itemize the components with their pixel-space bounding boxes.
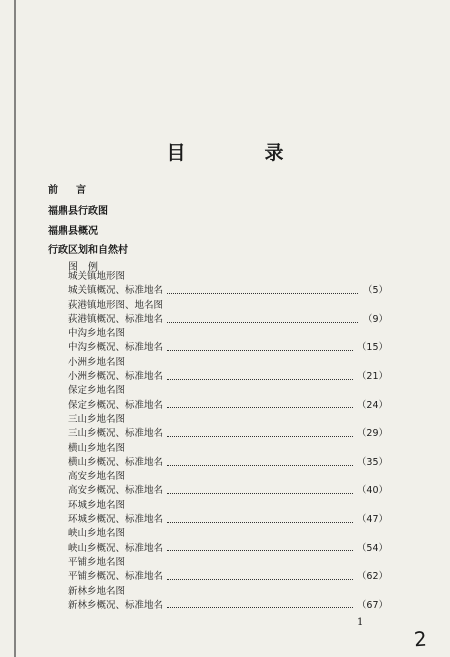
toc-entry-label: 保定乡地名图 xyxy=(68,385,126,397)
handwritten-mark: 2 xyxy=(413,626,428,652)
toc-leader-dots xyxy=(167,322,358,323)
toc-entry-label: 新林乡概况、标准地名 xyxy=(68,599,164,611)
toc-entry xyxy=(68,341,388,355)
toc-entry xyxy=(68,599,388,613)
section-preface: 前言 xyxy=(48,185,104,196)
toc-entry xyxy=(68,542,388,556)
toc-entry xyxy=(68,513,388,527)
section-divisions: 行政区划和自然村 xyxy=(48,245,128,256)
toc-entry-label: 横山乡地名图 xyxy=(68,442,126,454)
toc-entry xyxy=(68,442,388,456)
toc-entry-page: （15） xyxy=(356,342,388,354)
toc-entry-label: 高安乡概况、标准地名 xyxy=(68,485,164,497)
toc-entry-page: （29） xyxy=(356,428,388,440)
toc-leader-dots xyxy=(167,550,353,551)
toc-leader-dots xyxy=(167,579,353,580)
toc-leader-dots xyxy=(167,465,353,466)
toc-entry-label: 小洲乡概况、标准地名 xyxy=(68,371,164,383)
toc-entry xyxy=(68,370,388,384)
toc-entry-label: 三山乡概况、标准地名 xyxy=(68,428,164,440)
toc-leader-dots xyxy=(167,350,353,351)
toc-entry-label: 新林乡地名图 xyxy=(68,585,126,597)
toc-entry-label: 平铺乡地名图 xyxy=(68,556,126,568)
toc-entry xyxy=(68,470,388,484)
toc-entry xyxy=(68,313,388,327)
toc-entry xyxy=(68,356,388,370)
toc-entry-label: 环城乡概况、标准地名 xyxy=(68,514,164,526)
toc-entry-page: （47） xyxy=(356,514,388,526)
toc-title: 目 录 xyxy=(166,142,314,164)
toc-entry xyxy=(68,585,388,599)
toc-entry-label: 平铺乡概况、标准地名 xyxy=(68,571,164,583)
toc-entry-label: 横山乡概况、标准地名 xyxy=(68,456,164,468)
toc-entry xyxy=(68,270,388,284)
toc-entry-page: （62） xyxy=(356,571,388,583)
toc-entry-label: 荻港镇地形图、地名图 xyxy=(68,299,164,311)
toc-entry-page: （67） xyxy=(356,599,388,611)
toc-entry-label: 城关镇概况、标准地名 xyxy=(68,285,164,297)
toc-entry xyxy=(68,399,388,413)
toc-entry xyxy=(68,570,388,584)
toc-leader-dots xyxy=(167,493,353,494)
toc-leader-dots xyxy=(167,607,353,608)
toc-entry-label: 城关镇地形图 xyxy=(68,271,126,282)
toc-entry xyxy=(68,556,388,570)
toc-entry-label: 保定乡概况、标准地名 xyxy=(68,399,164,411)
page-number: 1 xyxy=(357,617,364,628)
toc-entry xyxy=(68,299,388,313)
toc-entry-label: 三山乡地名图 xyxy=(68,413,126,425)
toc-entry-page: （9） xyxy=(362,313,388,325)
toc-entry xyxy=(68,284,388,298)
toc-entry-page: （54） xyxy=(356,542,388,554)
toc-entry-label: 小洲乡地名图 xyxy=(68,356,126,368)
toc-leader-dots xyxy=(167,293,358,294)
scan-edge-line xyxy=(14,0,16,657)
toc-list xyxy=(68,270,388,613)
toc-entry-page: （35） xyxy=(356,456,388,468)
toc-entry-page: （21） xyxy=(356,371,388,383)
toc-entry-label: 峡山乡地名图 xyxy=(68,528,126,540)
toc-leader-dots xyxy=(167,436,353,437)
toc-entry-page: （24） xyxy=(356,399,388,411)
toc-entry-page: （5） xyxy=(362,285,388,297)
toc-entry xyxy=(68,413,388,427)
section-county-map: 福鼎县行政图 xyxy=(48,206,108,217)
toc-entry xyxy=(68,456,388,470)
toc-leader-dots xyxy=(167,522,353,523)
toc-entry-label: 中沟乡地名图 xyxy=(68,328,126,340)
section-county-overview: 福鼎县概况 xyxy=(48,226,98,237)
toc-entry xyxy=(68,499,388,513)
toc-leader-dots xyxy=(167,407,353,408)
toc-entry-label: 荻港镇概况、标准地名 xyxy=(68,313,164,325)
toc-entry-page: （40） xyxy=(356,485,388,497)
toc-entry-label: 高安乡地名图 xyxy=(68,471,126,483)
toc-entry xyxy=(68,527,388,541)
toc-entry-label: 中沟乡概况、标准地名 xyxy=(68,342,164,354)
toc-entry xyxy=(68,327,388,341)
toc-entry xyxy=(68,484,388,498)
toc-entry-label: 峡山乡概况、标准地名 xyxy=(68,542,164,554)
toc-entry-label: 环城乡地名图 xyxy=(68,499,126,511)
toc-leader-dots xyxy=(167,379,353,380)
legend-heading: 图例 xyxy=(68,262,108,273)
toc-entry xyxy=(68,427,388,441)
toc-entry xyxy=(68,384,388,398)
